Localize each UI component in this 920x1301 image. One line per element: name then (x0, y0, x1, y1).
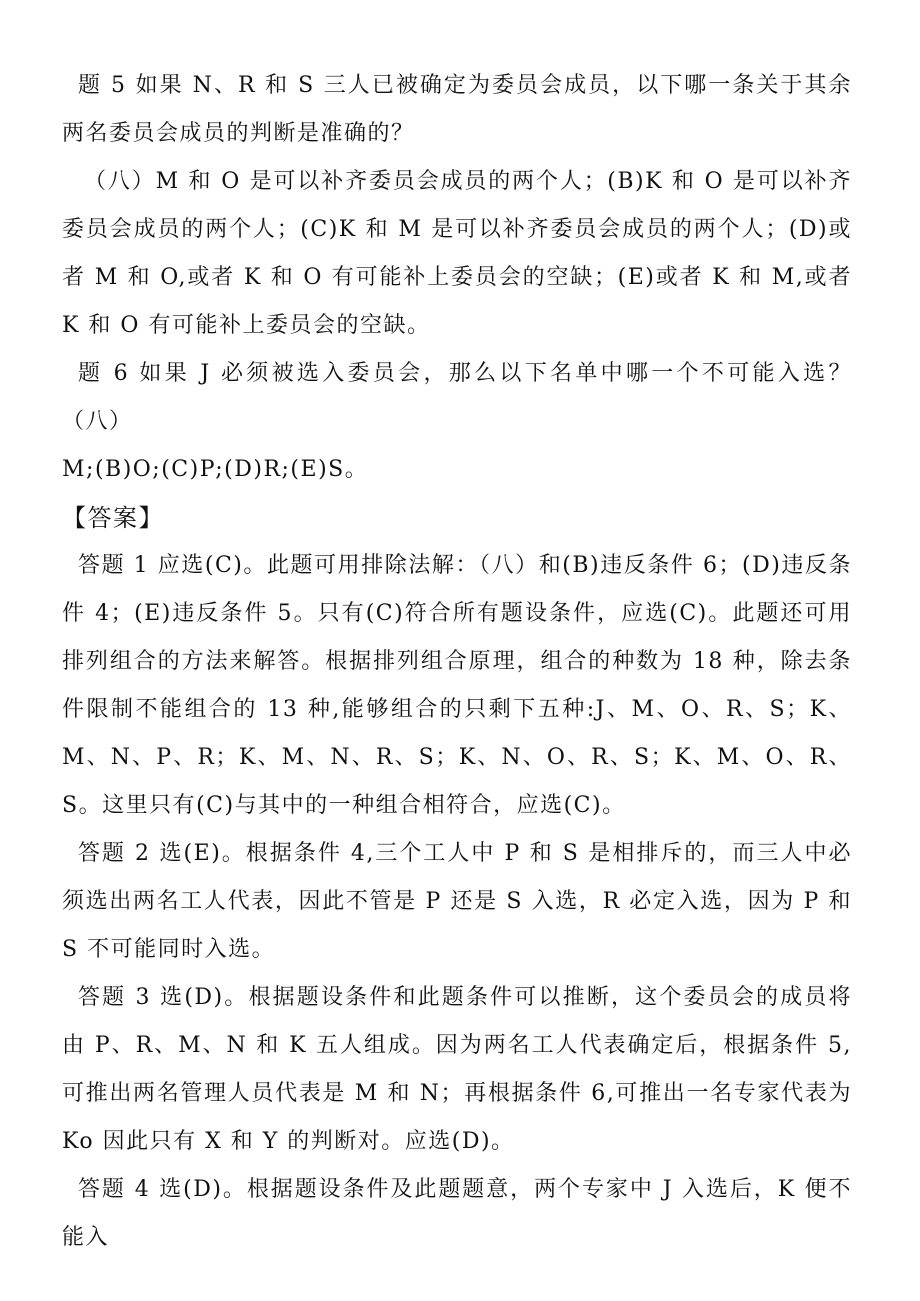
answer-heading: 【答案】 (62, 504, 164, 532)
question-5-options: （八）M 和 O 是可以补齐委员会成员的两个人；(B)K 和 O 是可以补齐委员会成员的两个人；(C)K 和 M 是可以补齐委员会成员的两个人；(D)或者 M 和 O,或者 K 和 O 有可能补上委员会的空缺；(E)或者 K 和 M,或者 K 和 O 有可能补上委员会的空缺。 (62, 169, 852, 338)
answer-1: 答题 1 应选(C)。此题可用排除法解：（八）和(B)违反条件 6；(D)违反条件 4；(E)违反条件 5。只有(C)符合所有题设条件，应选(C)。此题还可用排列组合的方法来解答。根据排列组合原理，组合的种数为 18 种，除去条件限制不能组合的 13 种,能够组合的只剩下五种:J、M、O、R、S；K、M、N、P、R；K、M、N、R、S；K、N、O、R、S；K、M、O、R、S。这里只有(C)与其中的一种组合相符合，应选(C)。 (62, 553, 852, 818)
document-body (62, 62, 852, 1262)
question-6-options: M;(B)O;(C)P;(D)R;(E)S。 (62, 457, 369, 482)
answer-4: 答题 4 选(D)。根据题设条件及此题题意，两个专家中 J 入选后，K 便不能入 (62, 1177, 852, 1250)
answer-2: 答题 2 选(E)。根据条件 4,三个工人中 P 和 S 是相排斥的，而三人中必须选出两名工人代表，因此不管是 P 还是 S 入选，R 必定入选，因为 P 和 S 不可能同时入选。 (62, 841, 852, 962)
answer-3: 答题 3 选(D)。根据题设条件和此题条件可以推断，这个委员会的成员将由 P、R、M、N 和 K 五人组成。因为两名工人代表确定后，根据条件 5,可推出两名管理人员代表是 M 和 N；再根据条件 6,可推出一名专家代表为 Ko 因此只有 X 和 Y 的判断对。应选(D)。 (62, 985, 852, 1154)
question-6-stem: 题 6 如果 J 必须被选入委员会，那么以下名单中哪一个不可能入选？（八） (62, 361, 852, 434)
question-5-stem: 题 5 如果 N、R 和 S 三人已被确定为委员会成员，以下哪一条关于其余两名委员会成员的判断是准确的？ (62, 73, 852, 146)
